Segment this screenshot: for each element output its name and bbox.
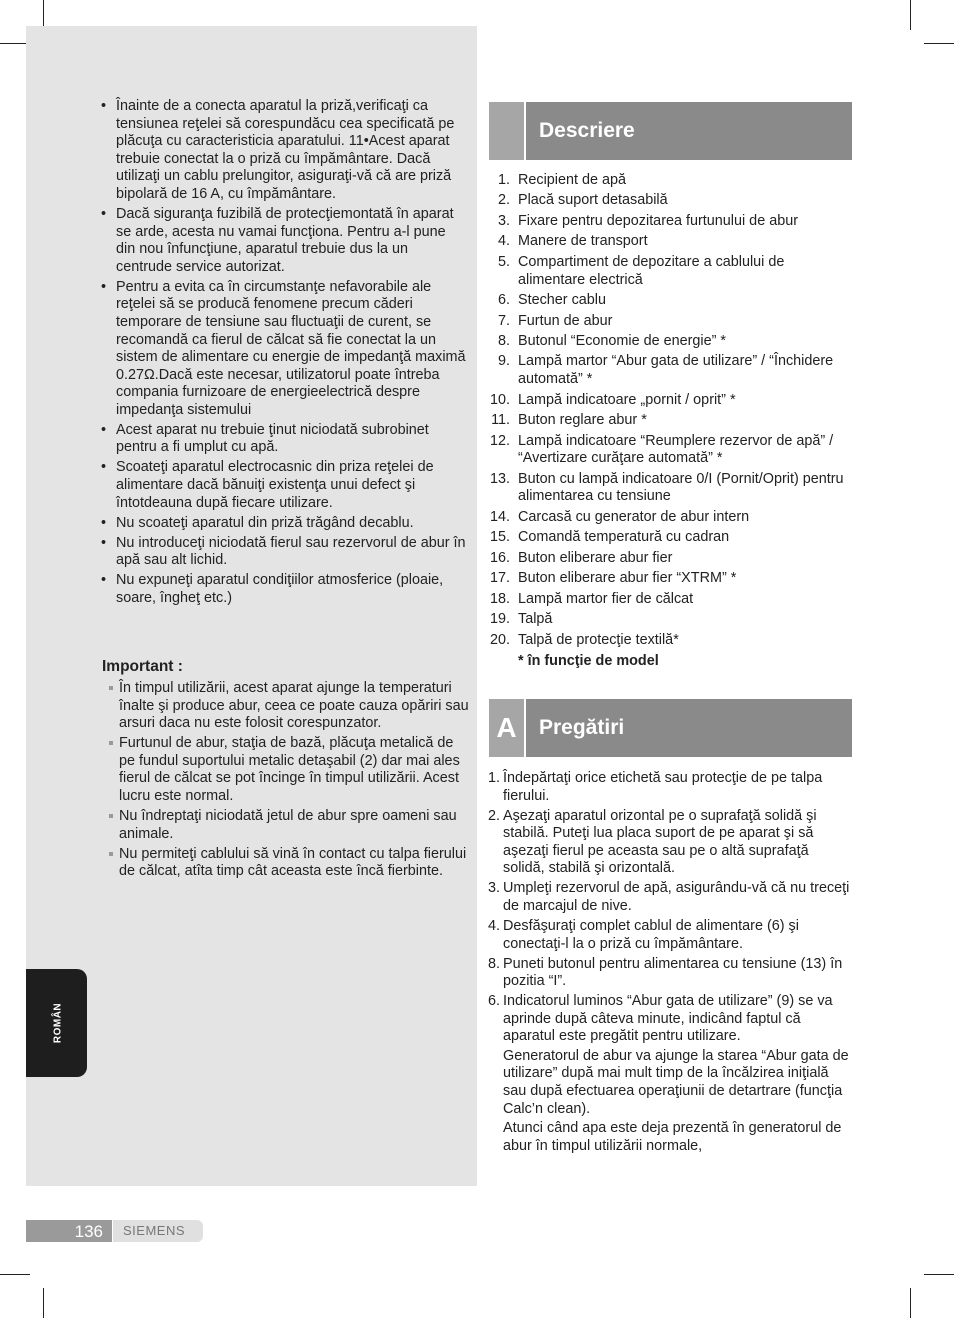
pregatiri-title: Pregătiri [539, 716, 625, 739]
brand-tab [113, 1220, 203, 1242]
descriere-item: 19. Talpă [489, 611, 553, 628]
descriere-item: 6. Stecher cablu [497, 292, 606, 309]
language-label: ROMÂN [52, 1002, 64, 1044]
descriere-item: 16. Buton eliberare abur fier [489, 549, 673, 566]
important-item: În timpul utilizării, acest aparat ajunge la temperaturi înalte şi produce abur, ceea ce poate cauza opăriri sau arsuri daca nu este folosit corespunzator. [108, 680, 470, 733]
pregatiri-step: 2. Aşezaţi aparatul orizontal pe o suprafaţă solidă şi stabilă. Puteţi lua placa suport de pe aparat şi să aşezaţi fierul pe aceasta sau pe o altă suprafaţă solidă, stabilă şi orizontală. [488, 807, 817, 877]
safety-bullet: • Pentru a evita ca în circumstanţe nefavorabile ale reţelei să se producă fenomene precum căderi temporare de tensiune sau fluctuaţii de curent, se recomandă ca fierul de călcat să fie conectat la un sistem de alimentare cu energie de impedanţă maximă 0.27Ω.Dacă este necesar, utilizatorul poate întreba compania furnizoare de energieelectrică despre impedanţa sistemului [100, 279, 468, 420]
safety-bullet-list [100, 98, 468, 610]
crop-mark [924, 43, 954, 44]
brand-name: SIEMENS [123, 1223, 186, 1238]
safety-bullet: • Acest aparat nu trebuie ţinut niciodată subrobinet pentru a fi umplut cu apă. [100, 422, 468, 457]
crop-mark [43, 1288, 44, 1318]
pregatiri-step: 3. Umpleţi rezervorul de apă, asigurându-vă că nu treceţi de marcajul de nive. [488, 880, 850, 914]
crop-mark [910, 0, 911, 30]
pregatiri-step: 6. Indicatorul luminos “Abur gata de utilizare” (9) se va aprinde după câteva minute, indicând faptul că aparatul este pregătit pentru utilizare. Generatorul de abur va ajunge la starea “Abur gata de utilizare” după mai mult timp de la încălzirea iniţială sau după efectuarea operaţiunii de detartrare (funcţia Calc’n clean). Atunci când apa este deja prezentă în generatorul de abur în timpul utilizării normale, [488, 993, 849, 1154]
safety-bullet: • Nu introduceţi niciodată fierul sau rezervorul de abur în apă sau alt lichid. [100, 535, 468, 570]
descriere-item: 12. Lampă indicatoare “Reumplere rezervor de apă” / “Avertizare curăţare automată” * [489, 432, 834, 467]
descriere-item: 18. Lampă martor fier de călcat [489, 590, 694, 607]
descriere-item: 2. Placă suport detasabilă [497, 192, 668, 209]
descriere-header [489, 102, 852, 160]
important-item: Furtunul de abur, staţia de bază, plăcuţa metalică de pe fundul suportului metalic detaşabil (2) dar mai ales fierul de călcat se pot încinge în timpul utilizării. Acest lucru este normal. [108, 735, 470, 805]
safety-bullet: • Dacă siguranţa fuzibilă de protecţiemontată în aparat se arde, acesta nu vamai funcţiona. Pentru a-l pune din nou înfuncţiune, aparatul trebuie dus la un centrude service autorizat. [100, 206, 468, 276]
descriere-item: 8. Butonul “Economie de energie” * [497, 332, 726, 349]
descriere-item: 4. Manere de transport [497, 233, 648, 250]
descriere-item: 7. Furtun de abur [497, 312, 613, 329]
safety-bullet: • Nu scoateţi aparatul din priză trăgând decablu. [100, 515, 468, 533]
descriere-item: 20. Talpă de protecţie textilă* [489, 631, 679, 648]
descriere-item: 13. Buton cu lampă indicatoare 0/I (Pornit/Oprit) pentru alimentarea cu tensiune [489, 470, 844, 505]
pregatiri-step: 1. Îndepărtaţi orice etichetă sau protecţie de pe talpa fierului. [488, 770, 823, 804]
crop-mark [0, 1274, 30, 1275]
safety-bullet: • Înainte de a conecta aparatul la priză,verificaţi ca tensiunea reţelei să corespundăcu cea specificată pe plăcuţa cu caracteristicia aparatului. 11•Acest aparat trebuie conectat la o priză cu împământare. Dacă utilizaţi un cablu prelungitor, asiguraţi-vă că are priză bipolară de 16 A, cu împământare. [100, 98, 468, 204]
important-item: Nu îndreptaţi niciodată jetul de abur spre oameni sau animale. [108, 808, 470, 843]
safety-bullet: • Scoateţi aparatul electrocasnic din priza reţelei de alimentare dacă bănuiţi existenţa unui defect şi întotdeauna după fiecare utilizare. [100, 459, 468, 512]
descriere-header-box [489, 102, 526, 160]
descriere-item: 9. Lampă martor “Abur gata de utilizare” / “Închidere automată” * [497, 353, 834, 388]
descriere-list [488, 172, 854, 652]
descriere-item: 10. Lampă indicatoare „pornit / oprit” * [489, 391, 736, 408]
descriere-item: 14. Carcasă cu generator de abur intern [489, 508, 750, 525]
descriere-item: 5. Compartiment de depozitare a cablului de alimentare electrică [497, 253, 785, 288]
descriere-item: 11. Buton reglare abur * [491, 412, 647, 429]
page-number: 136 [74, 1222, 103, 1241]
descriere-item: 15. Comandă temperatură cu cadran [489, 529, 730, 546]
important-heading: Important : [102, 658, 183, 675]
pregatiri-list [488, 770, 854, 1158]
important-list [108, 680, 470, 883]
crop-mark [910, 1288, 911, 1318]
page-number-tab [26, 1220, 112, 1242]
model-note: * în funcţie de model [518, 653, 659, 669]
descriere-item: 1. Recipient de apă [497, 172, 627, 188]
language-tab [26, 969, 87, 1077]
pregatiri-header [489, 699, 852, 757]
safety-bullet: • Nu expuneţi aparatul condiţiilor atmosferice (ploaie, soare, îngheţ etc.) [100, 572, 468, 607]
descriere-item: 3. Fixare pentru depozitarea furtunului de abur [497, 212, 798, 229]
crop-mark [924, 1274, 954, 1275]
pregatiri-step: 4. Desfăşuraţi complet cablul de alimentare (6) şi conectaţi-l la o priză cu împământare. [488, 917, 799, 952]
descriere-item: 17. Buton eliberare abur fier “XTRM” * [489, 570, 737, 587]
important-item: Nu permiteţi cablului să vină în contact cu talpa fierului de călcat, atîta timp cât aceasta este încă fierbinte. [108, 846, 470, 881]
section-letter: A [489, 699, 526, 757]
descriere-title: Descriere [539, 119, 635, 142]
pregatiri-step: 8. Puneti butonul pentru alimentarea cu tensiune (13) în pozitia “I”. [488, 955, 843, 990]
